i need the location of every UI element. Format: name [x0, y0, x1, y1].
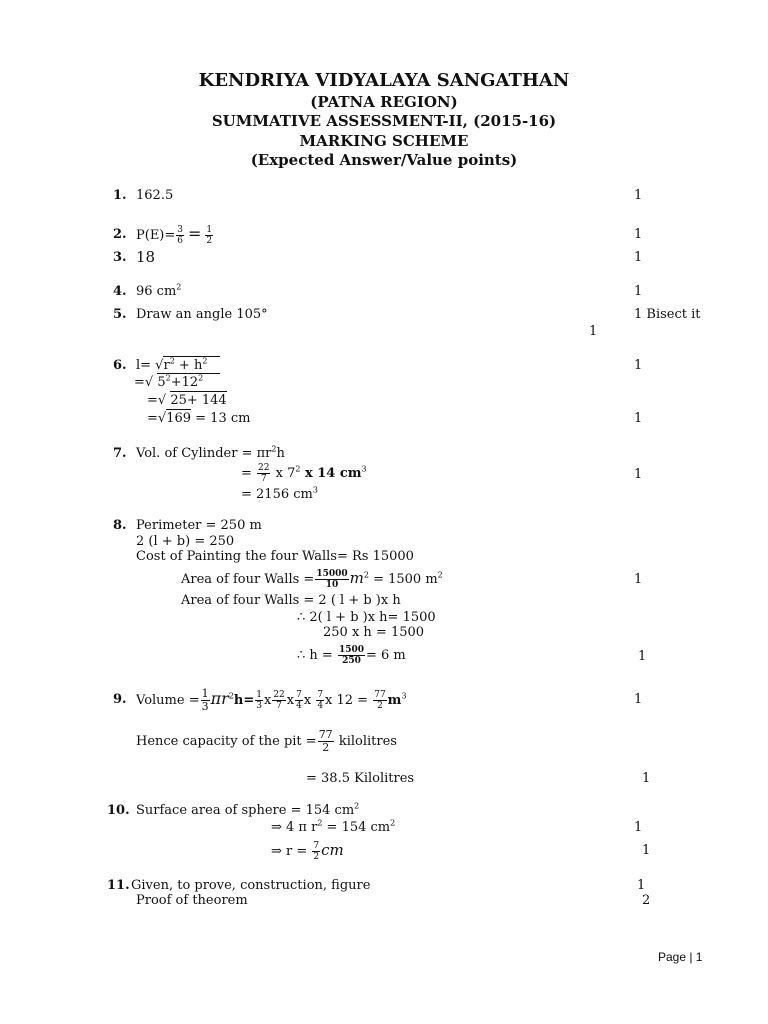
title: KENDRIYA VIDYALAYA SANGATHAN — [198, 70, 570, 91]
q9-f4n: 7 — [296, 690, 302, 700]
q10-l3a: ⇒ r = — [271, 844, 312, 859]
q10-line-1 — [136, 803, 359, 819]
q9-g: x — [303, 693, 316, 708]
q6-l1a: l= √ — [136, 358, 164, 373]
q9-i: m — [387, 693, 402, 708]
q4-text: 96 cm — [136, 284, 177, 299]
q9-cap-fd: 2 — [322, 741, 330, 754]
q8-l4b: = 1500 m — [368, 572, 438, 587]
q9-f4d: 4 — [296, 701, 302, 711]
q3-answer: 18 — [136, 248, 156, 266]
q9-b: πr — [210, 689, 229, 708]
q6-l4b: 169 — [166, 411, 192, 426]
q9-f3d: 7 — [276, 701, 282, 711]
q6-l2e: 2 — [198, 373, 204, 383]
q8-number: 8. — [113, 518, 127, 533]
q10-line-3 — [271, 835, 344, 867]
q6-line-3 — [147, 393, 227, 409]
q5-mark: 1 Bisect it — [634, 307, 701, 322]
q10-l3b: cm — [321, 841, 344, 859]
q10-l1b: 2 — [354, 801, 360, 811]
q9-cap-a: Hence capacity of the pit = — [136, 734, 317, 749]
exam-name: SUMMATIVE ASSESSMENT-II, (2015-16) — [211, 112, 557, 130]
q2-f1-den: 6 — [177, 236, 184, 246]
q10-line-2 — [271, 820, 395, 836]
q8-l4sup2: 2 — [437, 570, 443, 580]
q6-mark-1: 1 — [634, 358, 643, 373]
q10-l3fd: 2 — [313, 852, 320, 862]
q9-f1n: 1 — [201, 687, 209, 700]
q9-bsup: 2 — [228, 691, 234, 701]
q4-answer — [136, 284, 181, 300]
q9-frac-2 — [255, 690, 263, 711]
q5-answer: Draw an angle 105° — [136, 307, 268, 322]
q9-formula — [136, 683, 407, 717]
q7-l2e: 3 — [361, 464, 367, 474]
q8-line-4 — [181, 565, 443, 593]
q9-capacity — [136, 727, 397, 757]
q8-line-1: Perimeter = 250 m — [136, 518, 262, 533]
q8-l4fn: 15000 — [316, 569, 348, 579]
q7-l2d: x 14 cm — [300, 466, 362, 481]
q10-l1a: Surface area of sphere = 154 cm — [136, 803, 355, 818]
q2-number: 2. — [113, 227, 127, 242]
q9-frac-1 — [201, 688, 210, 713]
q4-number: 4. — [113, 284, 127, 299]
q11-number: 11. — [107, 878, 130, 893]
q8-line-8 — [297, 641, 406, 671]
q6-l1e: 2 — [202, 356, 208, 366]
q9-mark: 1 — [634, 692, 643, 707]
q6-l2a: =√ — [134, 375, 158, 390]
q7-line-3 — [241, 487, 318, 503]
q7-line-1 — [136, 446, 285, 462]
q9-f6n: 77 — [374, 690, 386, 700]
q7-mark: 1 — [634, 467, 643, 482]
q8-l8a: ∴ h = — [297, 648, 337, 663]
q1-mark: 1 — [634, 188, 643, 203]
q2-answer — [136, 219, 214, 251]
q2-f1-num: 3 — [177, 225, 184, 235]
q6-l1d: + h — [174, 358, 203, 373]
q3-number: 3. — [113, 250, 127, 265]
q8-mark-1: 1 — [634, 572, 643, 587]
q9-f2d: 3 — [256, 701, 262, 711]
q6-l2d: +12 — [170, 375, 199, 390]
q10-l2d: 2 — [390, 818, 396, 828]
q9-mark-2: 1 — [642, 771, 651, 786]
q8-l4fd: 10 — [325, 580, 339, 590]
q4-mark: 1 — [634, 284, 643, 299]
q5-mark-2: 1 — [589, 324, 598, 339]
q9-isup: 3 — [401, 691, 407, 701]
q8-l8-fraction — [338, 645, 365, 666]
q2-prefix: P(E)= — [136, 228, 176, 243]
q9-cap-fn: 77 — [318, 728, 333, 741]
q2-f2-den: 2 — [206, 236, 213, 246]
q8-l4m: m — [349, 569, 364, 587]
region: (PATNA REGION) — [310, 93, 458, 111]
q9-f2n: 1 — [256, 690, 262, 700]
q9-number: 9. — [113, 692, 127, 707]
q8-l4a: Area of four Walls = — [181, 572, 315, 587]
q10-l2a: ⇒ 4 π r — [271, 820, 318, 835]
q7-l3b: 3 — [312, 485, 318, 495]
q10-l2c: = 154 cm — [322, 820, 391, 835]
q6-l2b: 5 — [157, 375, 166, 390]
q7-l2b: x 7 — [271, 466, 296, 481]
q1-answer: 162.5 — [136, 188, 174, 203]
q7-number: 7. — [113, 446, 127, 461]
q6-l1-radicand — [163, 356, 219, 373]
q9-f6d: 2 — [377, 701, 383, 711]
q9-f3n: 22 — [273, 690, 285, 700]
q2-f2-num: 1 — [206, 225, 213, 235]
q9-e: x — [286, 693, 295, 708]
q6-l1c: 2 — [169, 356, 175, 366]
q9-f5d: 4 — [317, 701, 324, 711]
q6-number: 6. — [113, 358, 127, 373]
q7-fraction — [257, 463, 270, 484]
q7-l3a: = 2156 cm — [241, 487, 313, 502]
q11-mark-1: 1 — [637, 878, 646, 893]
q7-line-2 — [241, 463, 367, 485]
q8-line-7: 250 x h = 1500 — [323, 625, 425, 640]
q10-fraction — [312, 841, 320, 862]
q11-mark-2: 2 — [642, 893, 651, 908]
q6-l4c: = 13 cm — [191, 411, 251, 426]
q9-cap-b: kilolitres — [334, 734, 397, 749]
page-number: Page | 1 — [658, 950, 703, 964]
q2-mark: 1 — [634, 227, 643, 242]
q10-mark-1: 1 — [634, 820, 643, 835]
q6-l4a: =√ — [147, 411, 167, 426]
q10-l3fn: 7 — [313, 841, 320, 851]
q11-line-1: Given, to prove, construction, figure — [131, 878, 371, 893]
q6-line-1 — [136, 358, 220, 374]
q8-line-6: ∴ 2( l + b )x h= 1500 — [297, 610, 436, 625]
q9-h: x 12 = — [325, 693, 373, 708]
q8-line-3: Cost of Painting the four Walls= Rs 15000 — [136, 549, 414, 564]
q9-c: h= — [233, 693, 255, 708]
q7-l1b: 2 — [271, 444, 277, 454]
q9-frac-4 — [295, 690, 303, 711]
q9-d: x — [263, 693, 272, 708]
q6-l2c: 2 — [165, 373, 171, 383]
q6-l2-radicand — [157, 373, 219, 390]
q7-l2c: 2 — [295, 464, 301, 474]
q9-cap-fraction — [318, 729, 334, 754]
q7-fn: 22 — [258, 463, 270, 473]
q2-fraction-1 — [176, 225, 184, 246]
q7-l2a: = — [241, 466, 257, 481]
q9-f1d: 3 — [201, 700, 209, 713]
q9-f5n: 7 — [317, 690, 324, 700]
q6-l3b: 25+ 144 — [170, 393, 227, 408]
q10-number: 10. — [107, 803, 130, 818]
q8-l8fd: 250 — [342, 656, 361, 666]
q8-mark-2: 1 — [638, 649, 647, 664]
q8-line-2: 2 (l + b) = 250 — [136, 534, 235, 549]
q2-fraction-2 — [205, 225, 213, 246]
q9-a: Volume = — [136, 693, 200, 708]
q10-mark-2: 1 — [642, 843, 651, 858]
q8-l8b: = 6 m — [366, 648, 406, 663]
q6-l1b: r — [163, 358, 170, 373]
q1-number: 1. — [113, 188, 127, 203]
subtitle: (Expected Answer/Value points) — [250, 151, 518, 169]
q6-line-4 — [147, 411, 250, 427]
q7-l1c: h — [276, 446, 285, 461]
q6-mark-2: 1 — [634, 411, 643, 426]
q7-l1a: Vol. of Cylinder = πr — [136, 446, 272, 461]
q8-l4-fraction — [315, 569, 348, 590]
q6-l3a: =√ — [147, 393, 171, 408]
q9-result: = 38.5 Kilolitres — [306, 771, 415, 786]
q11-line-2: Proof of theorem — [136, 893, 248, 908]
q8-l8fn: 1500 — [338, 645, 364, 655]
q8-line-5: Area of four Walls = 2 ( l + b )x h — [181, 593, 401, 608]
q9-frac-5 — [316, 690, 324, 711]
q4-exp: 2 — [176, 282, 182, 292]
q2-equals: = — [188, 224, 202, 243]
q5-number: 5. — [113, 307, 127, 322]
q8-l4sup: 2 — [363, 570, 369, 580]
marking-scheme: MARKING SCHEME — [299, 132, 469, 150]
q9-frac-6 — [373, 690, 386, 711]
q10-l2b: 2 — [317, 818, 323, 828]
q6-line-2 — [134, 375, 220, 391]
q9-frac-3 — [272, 690, 285, 711]
q3-mark: 1 — [634, 250, 643, 265]
q7-fd: 7 — [260, 474, 267, 484]
